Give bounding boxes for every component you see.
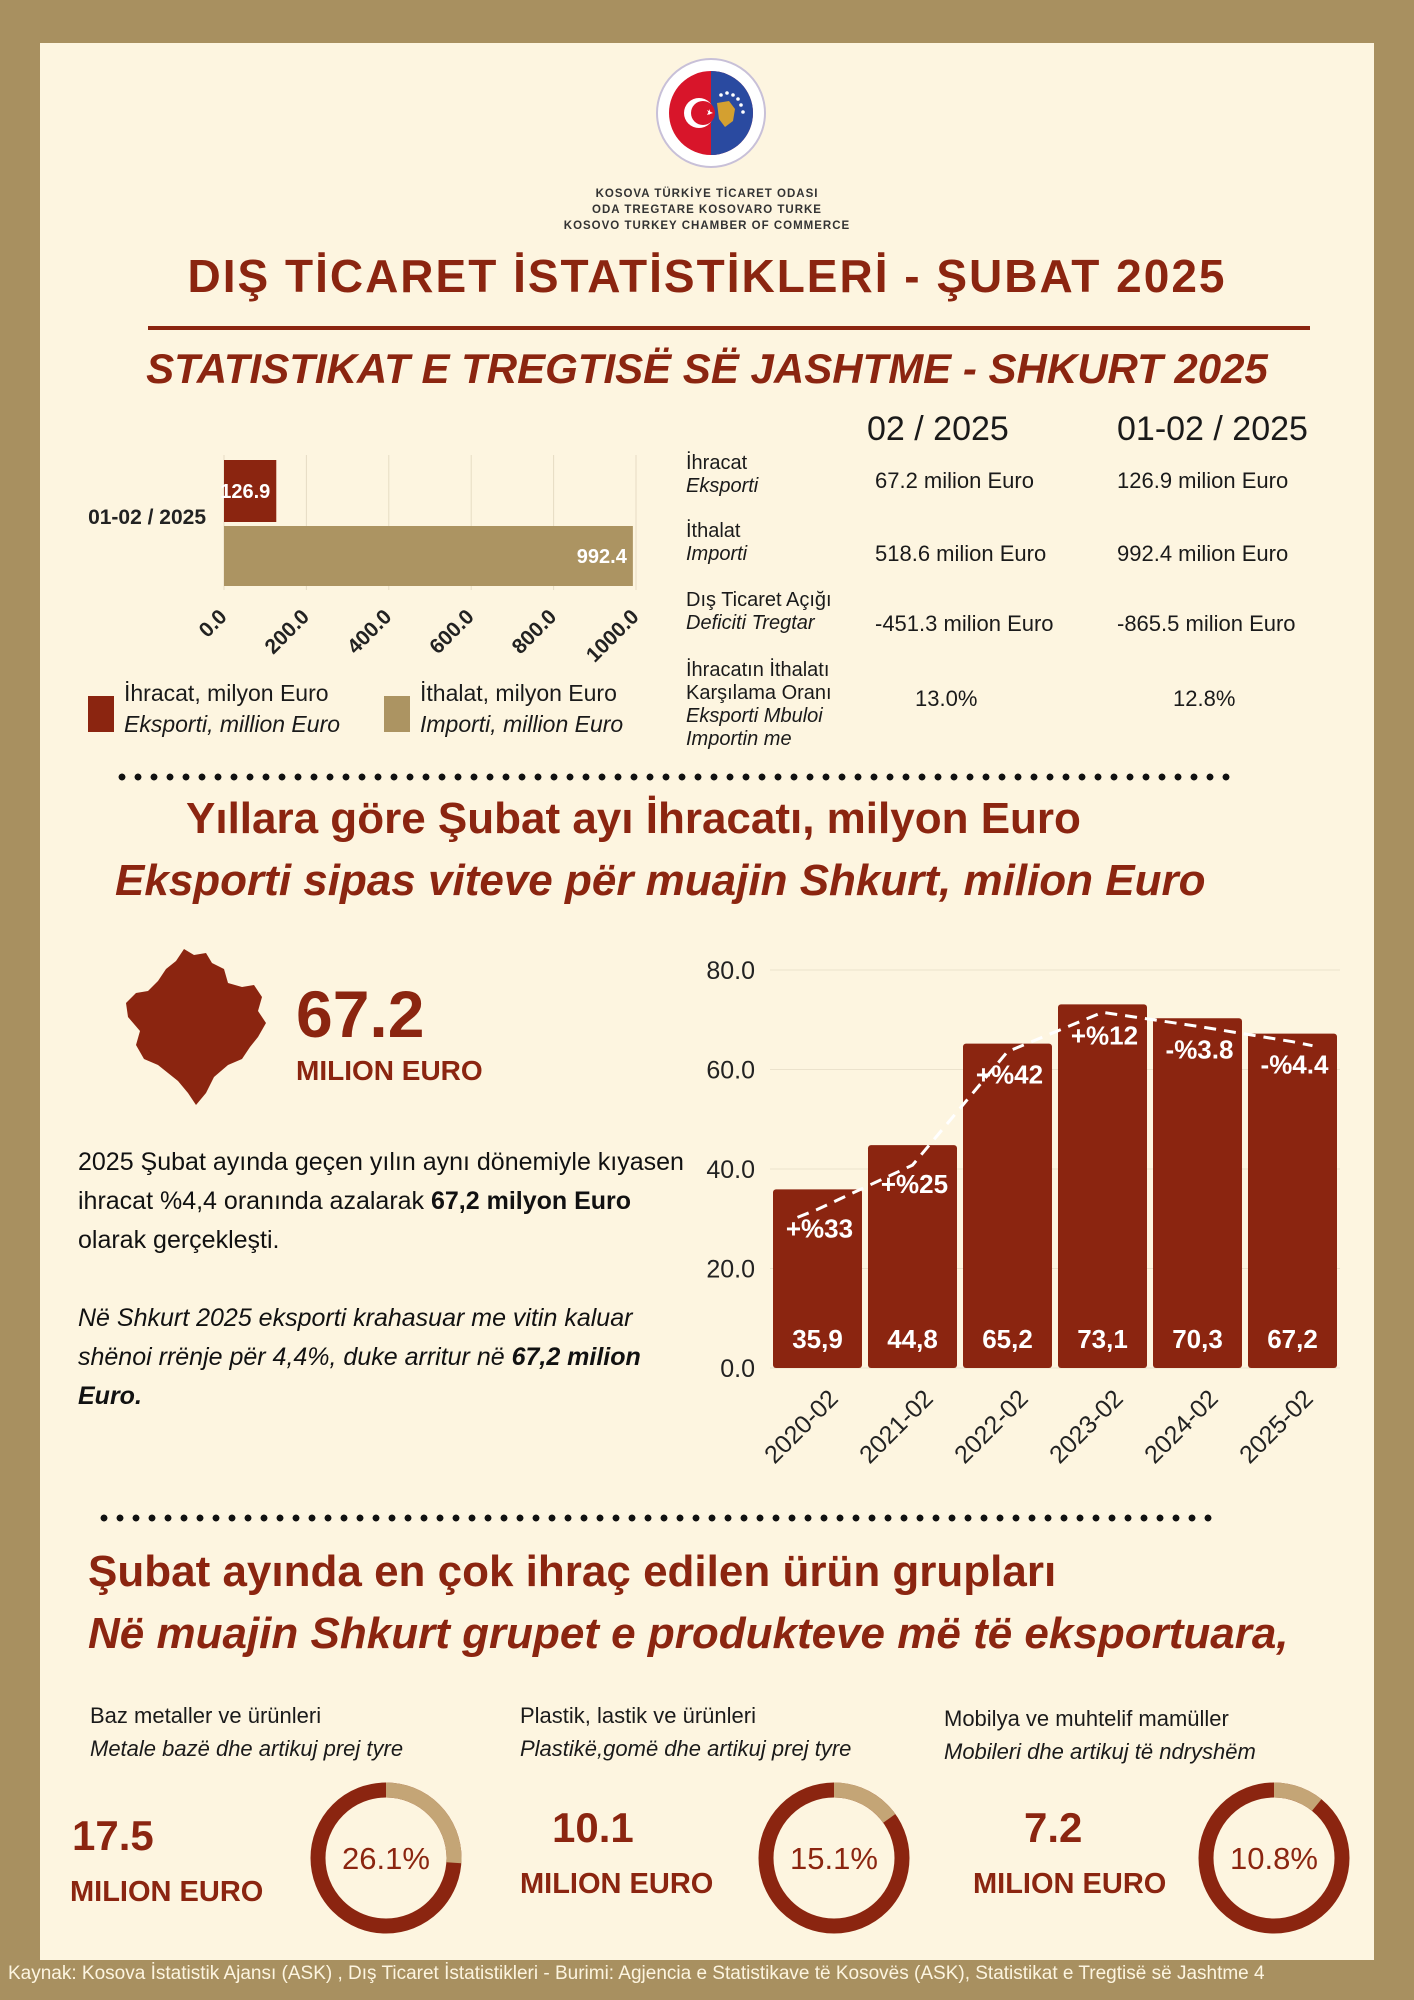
summary-paragraph-sq: Në Shkurt 2025 eksporti krahasuar me vitin kaluar shënoi rrënje për 4,4%, duke arritur në 67,2 milion Euro. <box>78 1304 641 1410</box>
x-tick-label: 600.0 <box>425 605 479 659</box>
product-3-name-sq: Mobileri dhe artikuj të ndryshëm <box>944 1739 1256 1764</box>
bar-value-label: 73,1 <box>1077 1324 1128 1354</box>
legend-import-sq: Importi, million Euro <box>420 711 624 737</box>
y-tick-label: 20.0 <box>706 1255 755 1284</box>
x-tick-label: 800.0 <box>507 605 562 659</box>
row-label-export: İhracat Eksporti <box>686 452 759 497</box>
feb-export-value: 67.2 <box>296 977 425 1051</box>
legend-swatch-import <box>384 696 410 732</box>
x-tick-label: 0.0 <box>194 605 232 643</box>
row-label-import: İthalat Importi <box>686 520 748 565</box>
year-bar <box>1248 1034 1337 1368</box>
coverage-cumulative-value: 12.8% <box>1173 686 1236 711</box>
product-1-share-donut <box>306 1778 466 1938</box>
y-tick-label: 0.0 <box>720 1355 755 1383</box>
section-divider-1 <box>114 773 1234 781</box>
product-2-value: 10.1 <box>552 1804 634 1851</box>
import-month-value: 518.6 milion Euro <box>875 541 1047 566</box>
legend-export-tr: İhracat, milyon Euro <box>124 680 329 706</box>
chamber-logo-seal <box>655 57 767 169</box>
section2-title-tr: Yıllara göre Şubat ayı İhracatı, milyon Euro <box>186 794 1081 843</box>
import-bar <box>224 526 633 586</box>
growth-label: -%4.4 <box>1260 1049 1329 1080</box>
export-bar-label: 126.9 <box>220 481 271 503</box>
product-1-name-sq: Metale bazë dhe artikuj prej tyre <box>90 1736 404 1761</box>
import-bar-label: 992.4 <box>576 546 627 568</box>
x-tick-label: 200.0 <box>260 605 314 659</box>
growth-label: +%42 <box>975 1059 1044 1090</box>
row-label-deficit: Dış Ticaret Açığı Deficiti Tregtar <box>686 589 832 634</box>
legend-swatch-export <box>88 696 114 732</box>
x-tick-label: 2022-02 <box>949 1384 1034 1470</box>
year-bar <box>1153 1018 1242 1368</box>
coverage-month-value: 13.0% <box>915 686 978 711</box>
x-tick-label: 1000.0 <box>581 605 644 667</box>
page-title-sq: STATISTIKAT E TREGTISË SË JASHTME - SHKURT 2025 <box>146 345 1268 392</box>
export-month-value: 67.2 milion Euro <box>875 468 1034 493</box>
year-bar <box>1058 1004 1147 1368</box>
org-name-en: KOSOVO TURKEY CHAMBER OF COMMERCE <box>563 220 851 232</box>
y-tick-label: 80.0 <box>706 957 755 985</box>
col-header-cumulative: 01-02 / 2025 <box>1117 410 1308 448</box>
export-cumulative-value: 126.9 milion Euro <box>1117 468 1289 493</box>
donut-share-label: 15.1% <box>790 1841 878 1876</box>
import-cumulative-value: 992.4 milion Euro <box>1117 541 1289 566</box>
col-header-month: 02 / 2025 <box>867 410 1009 448</box>
page-title-tr: DIŞ TİCARET İSTATİSTİKLERİ - ŞUBAT 2025 <box>187 250 1227 302</box>
summary-paragraph-tr: 2025 Şubat ayında geçen yılın aynı dönemiyle kıyasen ihracat %4,4 oranında azalarak 67,2 milyon Euro olarak gerçekleşti. <box>78 1148 684 1254</box>
bar-value-label: 44,8 <box>887 1324 938 1354</box>
legend-import <box>420 678 623 740</box>
y-tick-label: 60.0 <box>706 1056 755 1085</box>
x-tick-label: 2023-02 <box>1044 1384 1129 1470</box>
growth-label: -%3.8 <box>1165 1034 1234 1065</box>
section2-title-sq: Eksporti sipas viteve për muajin Shkurt, milion Euro <box>115 856 1206 905</box>
growth-label: +%12 <box>1070 1020 1139 1051</box>
donut-share-label: 26.1% <box>342 1841 430 1876</box>
legend-import-tr: İthalat, milyon Euro <box>420 680 617 706</box>
product-1-name-tr: Baz metaller ve ürünleri <box>90 1703 322 1728</box>
title-divider <box>148 326 1310 330</box>
deficit-cumulative-value: -865.5 milion Euro <box>1117 611 1296 636</box>
x-tick-label: 2021-02 <box>854 1384 939 1470</box>
x-tick-label: 2024-02 <box>1139 1384 1224 1470</box>
product-3-name-tr: Mobilya ve muhtelif mamüller <box>944 1706 1229 1731</box>
y-category-label: 01-02 / 2025 <box>88 506 206 529</box>
row-label-coverage: İhracatın İthalatı Karşılama Oranı Eksporti Mbuloi Importin me <box>686 659 832 750</box>
legend-export-sq: Eksporti, million Euro <box>124 711 341 737</box>
product-1-unit: MILION EURO <box>70 1876 264 1908</box>
product-3-value: 7.2 <box>1024 1804 1083 1851</box>
x-tick-label: 2025-02 <box>1234 1384 1319 1470</box>
feb-export-by-year-chart <box>680 940 1360 1500</box>
section3-title-sq: Në muajin Shkurt grupet e produkteve më të eksportuara, <box>88 1609 1289 1658</box>
product-1-value: 17.5 <box>72 1812 154 1859</box>
product-2-name-sq: Plastikë,gomë dhe artikuj prej tyre <box>520 1736 852 1761</box>
section3-title-tr: Şubat ayında en çok ihraç edilen ürün grupları <box>88 1547 1057 1596</box>
org-name-tr: KOSOVA TÜRKİYE TİCARET ODASI <box>595 188 819 200</box>
bar-value-label: 70,3 <box>1172 1324 1223 1354</box>
org-name-sq: ODA TREGTARE KOSOVARO TURKE <box>592 204 822 216</box>
product-2-unit: MILION EURO <box>520 1868 714 1900</box>
bar-value-label: 67,2 <box>1267 1324 1318 1354</box>
product-2-share-donut <box>754 1778 914 1938</box>
section-divider-2 <box>96 1514 1216 1522</box>
growth-label: +%25 <box>880 1169 949 1200</box>
product-2-name-tr: Plastik, lastik ve ürünleri <box>520 1703 756 1728</box>
kosovo-map-icon <box>124 947 268 1107</box>
bar-value-label: 65,2 <box>982 1324 1033 1354</box>
bar-value-label: 35,9 <box>792 1324 843 1354</box>
deficit-month-value: -451.3 milion Euro <box>875 611 1054 636</box>
source-footer: Kaynak: Kosova İstatistik Ajansı (ASK) , Dış Ticaret İstatistikleri - Burimi: Agjencia e Statistikave të Kosovës (ASK), Statistikat e Tregtisë së Jashtme 4 <box>8 1963 1265 1984</box>
x-tick-label: 400.0 <box>342 605 397 659</box>
year-bar <box>963 1044 1052 1368</box>
growth-label: +%33 <box>785 1213 854 1244</box>
y-tick-label: 40.0 <box>706 1156 755 1184</box>
donut-share-label: 10.8% <box>1230 1841 1318 1876</box>
feb-export-unit: MILION EURO <box>296 1055 483 1086</box>
product-3-unit: MILION EURO <box>973 1868 1167 1900</box>
x-tick-label: 2020-02 <box>759 1384 844 1470</box>
legend-export <box>124 678 340 740</box>
product-3-share-donut <box>1194 1778 1354 1938</box>
